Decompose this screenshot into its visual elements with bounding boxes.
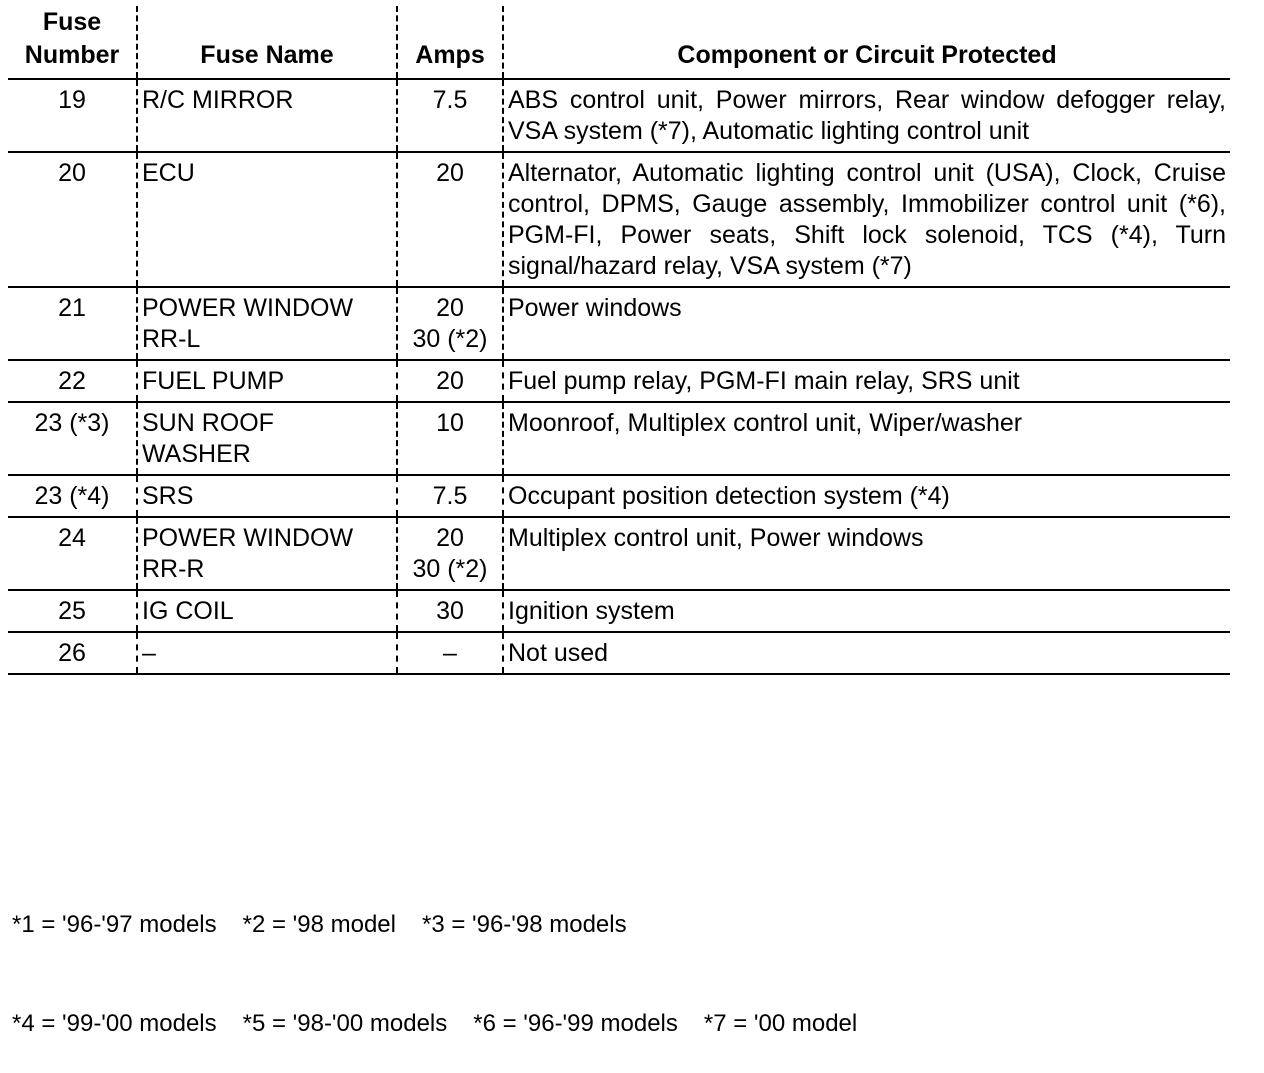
amps-cell <box>397 517 503 590</box>
circuit-protected-cell: Not used <box>503 632 1230 674</box>
table-row <box>8 152 1230 287</box>
fuse-name-line: SRS <box>142 482 194 510</box>
fuse-name-line: R/C MIRROR <box>142 86 294 114</box>
amps-cell <box>397 152 503 287</box>
table-row <box>8 475 1230 517</box>
footnote: *1 = '96-'97 models <box>12 911 217 938</box>
fuse-name-line: – <box>142 639 156 667</box>
fuse-number-cell: 25 <box>58 597 86 625</box>
header-fuse-name: Fuse Name <box>137 6 397 79</box>
amps-cell <box>397 590 503 632</box>
circuit-protected-cell: Moonroof, Multiplex control unit, Wiper/washer <box>503 402 1230 475</box>
fuse-name-line: FUEL PUMP <box>142 367 285 395</box>
fuse-name-line: POWER WINDOW <box>142 294 354 322</box>
circuit-protected-cell: Multiplex control unit, Power windows <box>503 517 1230 590</box>
amps-line: 30 (*2) <box>412 325 488 353</box>
table-row <box>8 360 1230 402</box>
fuse-name-line: IG COIL <box>142 597 234 625</box>
amps-cell <box>397 287 503 360</box>
amps-line: 20 <box>436 294 464 322</box>
circuit-protected-cell: Occupant position detection system (*4) <box>503 475 1230 517</box>
table-row <box>8 632 1230 674</box>
fuse-table-body <box>8 79 1230 674</box>
header-fuse-number <box>8 6 137 79</box>
fuse-name-cell <box>137 79 397 152</box>
header-amps: Amps <box>397 6 503 79</box>
footnote: *7 = '00 model <box>703 1010 858 1037</box>
amps-line: 20 <box>436 159 464 187</box>
amps-line: 30 <box>436 597 464 625</box>
footnote: *6 = '96-'99 models <box>473 1010 678 1037</box>
fuse-name-cell <box>137 475 397 517</box>
footnote: *5 = '98-'00 models <box>242 1010 448 1037</box>
fuse-number-cell: 20 <box>58 159 86 187</box>
footnote-line-2 <box>12 1007 883 1040</box>
fuse-table <box>8 6 1230 675</box>
fuse-number-cell: 22 <box>58 367 86 395</box>
fuse-number-cell: 23 (*4) <box>34 482 110 510</box>
fuse-name-line: ECU <box>142 159 195 187</box>
fuse-name-cell <box>137 152 397 287</box>
amps-line: 10 <box>436 409 464 437</box>
amps-cell <box>397 360 503 402</box>
amps-line: 7.5 <box>432 482 468 510</box>
amps-line: 20 <box>436 524 464 552</box>
fuse-name-line: POWER WINDOW <box>142 524 354 552</box>
amps-cell <box>397 79 503 152</box>
fuse-number-cell: 23 (*3) <box>34 409 110 437</box>
footnote: *3 = '96-'98 models <box>421 911 627 938</box>
header-component-circuit: Component or Circuit Protected <box>503 6 1230 79</box>
circuit-protected-cell: Ignition system <box>503 590 1230 632</box>
amps-line: – <box>443 639 457 667</box>
table-row <box>8 402 1230 475</box>
amps-cell <box>397 475 503 517</box>
amps-cell <box>397 402 503 475</box>
amps-line: 7.5 <box>432 86 468 114</box>
fuse-name-cell <box>137 632 397 674</box>
fuse-number-cell: 21 <box>58 294 86 322</box>
header-row <box>8 6 1230 79</box>
footnote: *4 = '99-'00 models <box>12 1010 217 1037</box>
table-row <box>8 590 1230 632</box>
footnotes <box>12 842 883 1073</box>
footnote-line-1 <box>12 908 883 941</box>
table-row <box>8 79 1230 152</box>
fuse-name-cell <box>137 517 397 590</box>
header-fuse-number-line1: Fuse <box>42 8 102 36</box>
fuse-number-cell: 19 <box>58 86 86 114</box>
fuse-name-line: RR-L <box>142 325 201 353</box>
circuit-protected-cell: ABS control unit, Power mirrors, Rear window defogger relay, VSA system (*7), Automatic lighting control unit <box>503 79 1230 152</box>
table-row <box>8 517 1230 590</box>
fuse-name-cell <box>137 360 397 402</box>
circuit-protected-cell: Alternator, Automatic lighting control unit (USA), Clock, Cruise control, DPMS, Gauge assembly, Immobilizer control unit (*6), PGM-FI, Power seats, Shift lock solenoid, TCS (*4), Turn signal/hazard relay, VSA system (*7) <box>503 152 1230 287</box>
fuse-number-cell: 24 <box>58 524 86 552</box>
amps-line: 20 <box>436 367 464 395</box>
amps-line: 30 (*2) <box>412 555 488 583</box>
fuse-name-line: WASHER <box>142 440 251 468</box>
circuit-protected-cell: Power windows <box>503 287 1230 360</box>
fuse-name-cell <box>137 590 397 632</box>
fuse-number-cell: 26 <box>58 639 86 667</box>
fuse-name-cell <box>137 402 397 475</box>
fuse-name-line: SUN ROOF <box>142 409 274 437</box>
circuit-protected-cell: Fuel pump relay, PGM-FI main relay, SRS unit <box>503 360 1230 402</box>
fuse-name-line: RR-R <box>142 555 205 583</box>
header-fuse-number-line2: Number <box>24 41 120 69</box>
fuse-name-cell <box>137 287 397 360</box>
table-row <box>8 287 1230 360</box>
amps-cell <box>397 632 503 674</box>
footnote: *2 = '98 model <box>242 911 396 938</box>
